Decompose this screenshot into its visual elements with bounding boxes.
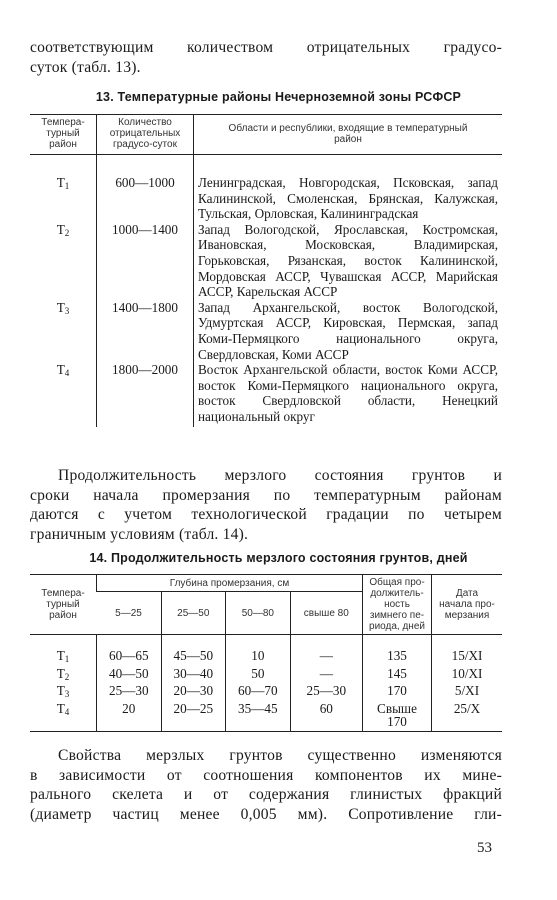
bottom-paragraph <box>30 746 502 824</box>
text-line: Продолжительность мерзлого состояния грунтов и <box>58 467 502 484</box>
depth-cell: 20 <box>97 702 162 732</box>
table-row <box>30 155 502 222</box>
depth-cell: 20—30 <box>161 684 226 702</box>
table14-depth-col: 25—50 <box>161 592 226 635</box>
table13-header-count: Количество отрицательных градусо-суток <box>97 115 194 155</box>
table14-header-date: Дата начала про- мерзания <box>432 575 503 635</box>
total-cell: 135 <box>363 635 432 667</box>
areas-cell: Ленинградская, Новгородская, Псковская, запад Калининской, Смоленская, Брянская, Калужская, Тульская, Орловская, Калининградская <box>194 155 503 222</box>
table-row <box>30 667 502 685</box>
total-cell: 145 <box>363 667 432 685</box>
text-line: даются с учетом технологической градации по четырем <box>30 506 502 523</box>
depth-cell: 40—50 <box>97 667 162 685</box>
count-cell: 1800—2000 <box>97 362 194 426</box>
text-line: рального скелета и от содержания глинистых фракций <box>30 786 502 803</box>
table14-depth-col: 5—25 <box>97 592 162 635</box>
text-line: суток (табл. 13). <box>30 58 141 76</box>
depth-cell: 50 <box>226 667 291 685</box>
middle-paragraph <box>30 466 502 544</box>
table13 <box>30 114 502 427</box>
table14-header-region: Темпера- турный район <box>30 575 97 635</box>
table14-header-total: Общая про- должитель- ность зимнего пе- риода, дней <box>363 575 432 635</box>
text-line: соответствующим количеством отрицательных градусо- <box>30 39 502 56</box>
region-cell: $T_3$ <box>56 683 70 699</box>
table14-caption: 14. Продолжительность мерзлого состояния грунтов, дней <box>89 551 468 565</box>
text-line: сроки начала промерзания по температурным районам <box>30 486 502 504</box>
table14-header-depth: Глубина промерзания, см <box>97 575 363 592</box>
total-cell: Свыше 170 <box>363 702 432 732</box>
date-cell: 15/XI <box>432 635 503 667</box>
depth-cell: 60 <box>290 702 362 732</box>
depth-cell: 25—30 <box>97 684 162 702</box>
count-cell: 1000—1400 <box>97 222 194 300</box>
depth-cell: 25—30 <box>290 684 362 702</box>
table-row <box>30 702 502 732</box>
depth-cell: 35—45 <box>226 702 291 732</box>
text-line: в зависимости от соотношения компонентов их мине- <box>30 766 502 784</box>
areas-cell: Запад Вологодской, Ярославская, Костромская, Ивановская, Московская, Владимирская, Горьковская, Рязанская, восток Калининской, Мордовская АССР, Чувашская АССР, Марийская АССР, Карельская АССР <box>194 222 503 300</box>
top-paragraph <box>30 38 502 77</box>
table-row <box>30 222 502 300</box>
table-row <box>30 635 502 667</box>
depth-cell: — <box>290 667 362 685</box>
region-cell: $T_2$ <box>56 221 70 238</box>
areas-cell: Запад Архангельской, восток Вологодской, Удмуртская АССР, Кировская, Пермская, запад Коми-Пермяцкого национального округа, Свердловская, Коми АССР <box>194 300 503 362</box>
table-row <box>30 362 502 426</box>
text-line: Свойства мерзлых грунтов существенно изменяются <box>58 747 502 764</box>
region-cell: $T_2$ <box>56 665 70 682</box>
table13-caption: 13. Температурные районы Нечерноземной зоны РСФСР <box>95 90 462 104</box>
page-number: 53 <box>477 840 492 856</box>
total-cell: 170 <box>363 684 432 702</box>
region-cell: $T_4$ <box>56 700 70 717</box>
table14-depth-col: 50—80 <box>226 592 291 635</box>
table-row <box>30 684 502 702</box>
depth-cell: 10 <box>226 635 291 667</box>
count-cell: 600—1000 <box>97 155 194 222</box>
table-row <box>30 300 502 362</box>
region-cell: $T_1$ <box>56 648 70 664</box>
text-line: граничным условиям (табл. 14). <box>30 525 249 543</box>
depth-cell: 30—40 <box>161 667 226 685</box>
region-cell: $T_3$ <box>56 299 70 316</box>
table13-header-region: Темпера- турный район <box>30 115 97 155</box>
depth-cell: 45—50 <box>161 635 226 667</box>
date-cell: 5/XI <box>432 684 503 702</box>
table13-header-areas: Области и республики, входящие в температурный район <box>194 115 503 155</box>
region-cell: $T_4$ <box>56 362 70 379</box>
region-cell: $T_1$ <box>56 175 70 191</box>
table14-depth-col: свыше 80 <box>290 592 362 635</box>
depth-cell: 60—65 <box>97 635 162 667</box>
depth-cell: — <box>290 635 362 667</box>
date-cell: 10/XI <box>432 667 503 685</box>
table14 <box>30 574 502 732</box>
areas-cell: Восток Архангельской области, восток Коми АССР, восток Коми-Пермяцкого национального округа, восток Свердловской области, Ненецкий национальный округ <box>194 362 503 426</box>
depth-cell: 60—70 <box>226 684 291 702</box>
count-cell: 1400—1800 <box>97 300 194 362</box>
text-line: (диаметр частиц менее 0,005 мм). Сопротивление гли- <box>30 805 502 823</box>
date-cell: 25/X <box>432 702 503 732</box>
depth-cell: 20—25 <box>161 702 226 732</box>
